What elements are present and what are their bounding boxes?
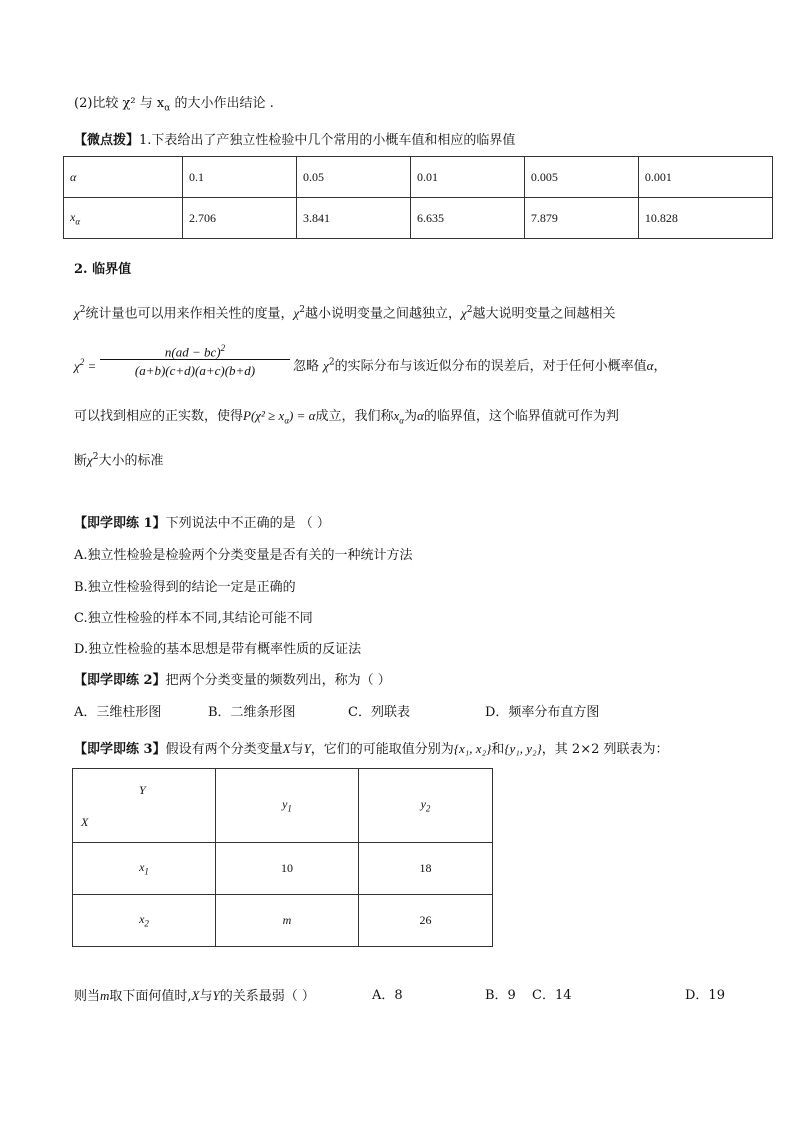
alpha-cell: 0.05: [296, 157, 410, 198]
corner-y: Y: [139, 783, 146, 797]
table-cell: 18: [359, 843, 493, 895]
critical-cell: 3.841: [296, 198, 410, 239]
critical-value-table: [63, 156, 773, 239]
alpha-cell: 0.01: [410, 157, 524, 198]
exercise-1-option: D.独立性检验的基本思想是带有概率性质的反证法: [74, 642, 362, 657]
exercise-1-option: C.独立性检验的样本不同,其结论可能不同: [74, 611, 313, 626]
formula-description: 忽略 $\chi^2$的实际分布与该近似分布的误差后，对于任何小概率值α，: [293, 357, 667, 374]
part2-prompt: [74, 95, 274, 118]
table-cell: 10: [216, 843, 359, 895]
exercise-3-question: 则当m取下面何值时,X与Y的关系最弱（ ）: [74, 988, 315, 1004]
exercise-3-option: A．8: [372, 988, 403, 1003]
tip-text: 1.下表给出了产独立性检验中几个常用的小概车值和相应的临界值: [139, 133, 516, 148]
row-header: $x_1$: [73, 843, 216, 895]
table-row: [73, 895, 493, 947]
critical-cell: 7.879: [524, 198, 638, 239]
col-header: $y_2$: [359, 769, 493, 843]
formula-numerator: n(ad − bc)$^2$: [164, 343, 226, 360]
x-alpha-header: $x_\alpha$: [64, 198, 183, 239]
exercise-3-option: B．9: [485, 988, 516, 1003]
exercise-2-option: A．三维柱形图: [74, 705, 162, 720]
critical-cell: 2.706: [183, 198, 297, 239]
alpha-header: α: [64, 157, 183, 198]
corner-cell: [73, 769, 216, 843]
exercise-1-stem: 【即学即练 1】下列说法中不正确的是 （ ）: [74, 516, 330, 531]
critical-cell: 10.828: [638, 198, 772, 239]
alpha-row: [64, 157, 773, 198]
table-row: [73, 843, 493, 895]
exercise-1-option: A.独立性检验是检验两个分类变量是否有关的一种统计方法: [74, 548, 413, 563]
col-header: $y_1$: [216, 769, 359, 843]
alpha-cell: 0.001: [638, 157, 772, 198]
formula-lhs: $\chi^2$ =: [74, 357, 97, 374]
row-header: $x_2$: [73, 895, 216, 947]
chi-square-formula: [100, 338, 290, 381]
exercise-2-option: B．二维条形图: [208, 705, 296, 720]
paragraph-chi-square: $\chi^2$统计量也可以用来作相关性的度量，$\chi^2$越小说明变量之间越独立，$\chi^2$越大说明变量之间越相关: [74, 305, 616, 322]
table-row: [73, 769, 493, 843]
alpha-cell: 0.1: [183, 157, 297, 198]
exercise-3-option: D．19: [685, 988, 725, 1003]
contingency-table: [72, 768, 493, 947]
critical-row: [64, 198, 773, 239]
part2-prompt-tail: 的大小作出结论 .: [170, 96, 274, 111]
corner-x: X: [81, 815, 89, 829]
paragraph-standard: 断$\chi^2$大小的标准: [74, 452, 164, 469]
exercise-2-option: D．频率分布直方图: [485, 705, 600, 720]
exercise-2-option: C．列联表: [348, 705, 410, 720]
tip-line: [74, 132, 515, 150]
exercise-2-stem: 【即学即练 2】把两个分类变量的频数列出，称为（ ）: [74, 673, 391, 688]
part2-prompt-text: (2)比较 χ² 与 x: [74, 96, 165, 111]
table-cell: 26: [359, 895, 493, 947]
part2-prompt-sub: α: [164, 103, 171, 114]
exercise-1-option: B.独立性检验得到的结论一定是正确的: [74, 580, 296, 595]
table-cell: m: [216, 895, 359, 947]
section-title: 2. 临界值: [74, 262, 132, 277]
exercise-3-option: C．14: [532, 988, 572, 1003]
formula-denominator: (a+b)(c+d)(a+c)(b+d): [134, 363, 256, 378]
exercise-3-stem: 【即学即练 3】假设有两个分类变量X与Y，它们的可能取值分别为{x₁, x₂}和{y₁, y₂}，其 2×2 列联表为：: [74, 741, 669, 757]
paragraph-critical-definition: 可以找到相应的正实数，使得$P(\chi^2 \ge x_\alpha) = \alpha$成立，我们称$x_\alpha$为α的临界值，这个临界值就可作为判: [74, 408, 619, 426]
tip-tag: 【微点拨】: [74, 133, 140, 148]
critical-cell: 6.635: [410, 198, 524, 239]
alpha-cell: 0.005: [524, 157, 638, 198]
